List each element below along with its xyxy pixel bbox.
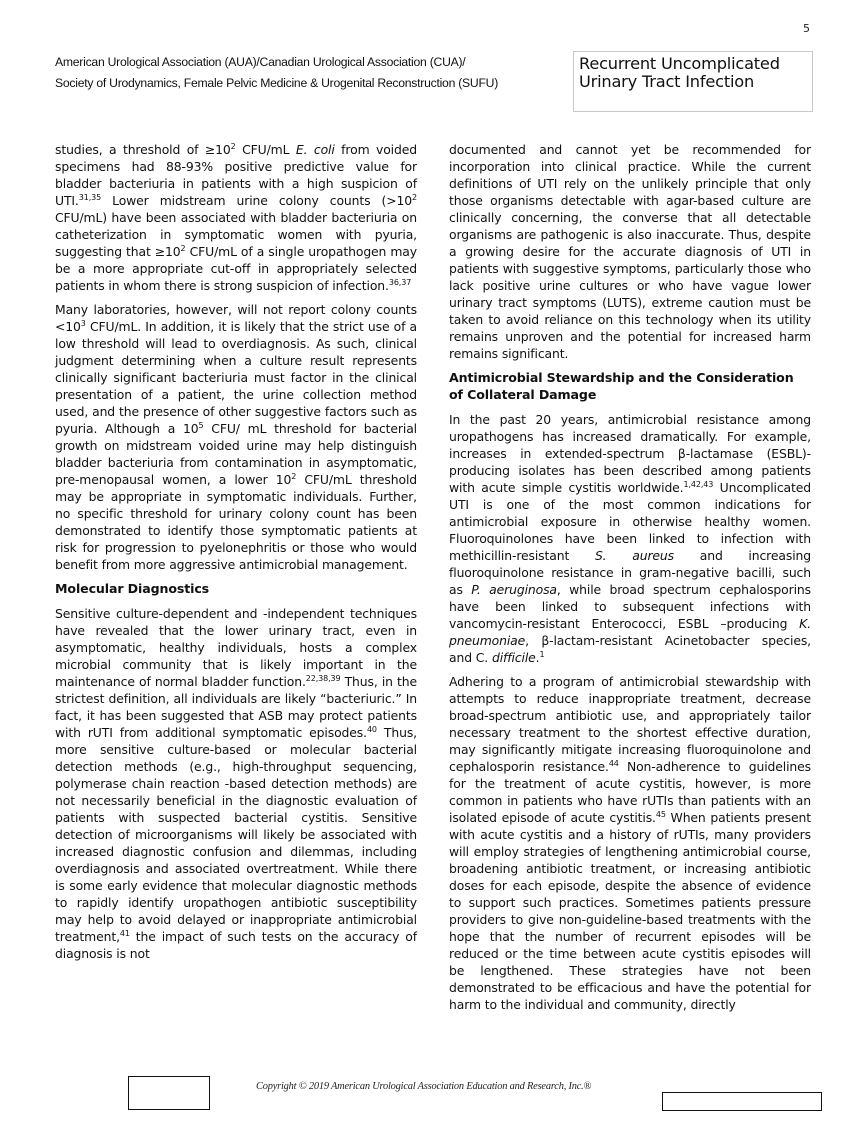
title-line-2: Urinary Tract Infection <box>579 72 755 91</box>
footer-box-left <box>128 1076 210 1110</box>
citation: 40 <box>366 725 377 734</box>
right-column <box>449 141 811 1020</box>
paragraph-laboratories: Many laboratories, however, will not report colony counts $<10^3$ CFU/mL. In addition, it is likely that the strict use of a low threshold will lead to overdiagnosis. As such, clinical judgment determining when a culture result represents clinically significant bacteriuria must factor in the clinical presentation of a patient, the urine collection method used, and the presence of other suggestive factors such as pyuria. Although a $10^5$ CFU/ mL threshold for bacterial growth on midstream voided urine may help distinguish bladder bacteriuria from contamination in asymptomatic, pre-menopausal women, a lower $10^2$ CFU/mL threshold may be appropriate in symptomatic individuals. Further, no specific threshold for urinary colony count has been demonstrated to identify those symptomatic patients at risk for progression to pyelonephritis or those who would benefit from more aggressive antimicrobial management. <box>55 302 418 572</box>
title-line-1: Recurrent Uncomplicated <box>579 54 780 73</box>
org-line-2: Society of Urodynamics, Female Pelvic Medicine & Urogenital Reconstruction (SUFU) <box>55 76 499 90</box>
paragraph-stewardship-program: Adhering to a program of antimicrobial stewardship with attempts to reduce inappropriate treatment, decrease broad-spectrum antibiotic use, and appropriately tailor necessary treatment to the shortest effective duration, may significantly mitigate increasing fluoroquinolone and cephalosporin resistance.$^{44}$ Non-adherence to guidelines for the treatment of acute cystitis, however, is more common in patients who have rUTIs than patients with an isolated episode of acute cystitis.$^{45}$ When patients present with acute cystitis and a history of rUTIs, many providers will employ strategies of lengthening antimicrobial course, broadening antibiotic treatment, or increasing antibiotic doses for each episode, despite the absence of evidence to support such practices. Sometimes patients pressure providers to give non-guideline-based treatments with the hope that the number of recurrent episodes will be reduced or the time between acute cystitis episodes will be lengthened. These strategies have not been demonstrated to be efficacious and have the potential for harm to the individual and community, directly <box>449 674 812 1012</box>
document-title-box <box>573 51 813 112</box>
copyright-notice: Copyright © 2019 American Urological Association Education and Research, Inc.® <box>256 1081 592 1092</box>
citation: 1 <box>539 650 545 659</box>
citation: 44 <box>608 759 619 768</box>
footer-box-right <box>662 1092 822 1111</box>
section-heading-antimicrobial-stewardship: Antimicrobial Stewardship and the Consideration of Collateral Damage <box>449 370 794 402</box>
paragraph-antimicrobial-resistance: In the past 20 years, antimicrobial resistance among uropathogens has increased dramatically. For example, increases in extended-spectrum β-lactamase (ESBL)-producing isolates has been described among patients with acute simple cystitis worldwide.$^{1,42,43}$ Uncomplicated UTI is one of the most common indications for antimicrobial exposure in otherwise healthy women. Fluoroquinolones have been linked to infection with methicillin-resistant S. aureus and increasing fluoroquinolone resistance in gram-negative bacilli, such as P. aeruginosa, while broad spectrum cephalosporins have been linked to subsequent infections with vancomycin-resistant Enterococci, ESBL –producing K. pneumoniae, β-lactam-resistant Acinetobacter species, and C. difficile.$^1$ <box>449 412 811 665</box>
page-number: 5 <box>803 22 810 35</box>
organization-header <box>55 52 498 94</box>
paragraph-molecular-diagnostics: Sensitive culture-dependent and -independent techniques have revealed that the lower urinary tract, even in asymptomatic, healthy individuals, hosts a complex microbial community that is likely important in the maintenance of normal bladder function.$^{22,38,39}$ Thus, in the strictest definition, all individuals are likely “bacteriuric.” In fact, it has been suggested that ASB may protect patients with rUTI from additional symptomatic episodes.$^{40}$ Thus, more sensitive culture-based or molecular bacterial detection methods (e.g., high-throughput sequencing, polymerase chain reaction -based detection methods) are not necessarily beneficial in the diagnostic evaluation of patients with suspected bacterial cystitis. Sensitive detection of microorganisms will likely be associated with increased diagnostic confusion and dilemmas, including overdiagnosis and associated overtreatment. While there is some early evidence that molecular diagnostic methods to rapidly identify uropathogen antibiotic susceptibility may help to avoid delayed or inappropriate antimicrobial treatment,$^{41}$ the impact of such tests on the accuracy of diagnosis is not <box>55 606 418 961</box>
citation: 41 <box>119 929 130 938</box>
citation: 1,42,43 <box>683 480 714 489</box>
section-heading-molecular-diagnostics: Molecular Diagnostics <box>55 581 210 596</box>
left-column <box>55 141 417 969</box>
citation: 45 <box>655 810 666 819</box>
paragraph-threshold-studies: studies, a threshold of $\ge 10^2$ CFU/mL E. coli from voided specimens had 88-93% positive predictive value for bladder bacteriuria in patients with a high suspicion of UTI.$^{31,35}$ Lower midstream urine colony counts ($>10^2$ CFU/mL) have been associated with bladder bacteriuria on catheterization in symptomatic women with pyuria, suggesting that $\ge 10^2$ CFU/mL of a single uropathogen may be a more appropriate cut-off in appropriately selected patients in whom there is strong suspicion of infection.$^{36,37}$ <box>55 142 417 293</box>
org-line-1: American Urological Association (AUA)/Canadian Urological Association (CUA)/ <box>55 55 466 69</box>
paragraph-clinical-practice: documented and cannot yet be recommended for incorporation into clinical practice. While the current definitions of UTI rely on the unlikely principle that only those organisms detectable with agar-based culture are clinically concerning, the converse that all detectable organisms are pathogenic is also inaccurate. Thus, despite a growing desire for the accurate diagnosis of UTI in patients with suggestive symptoms, particularly those who lack positive urine cultures or who have vague lower urinary tract symptoms (LUTS), extreme caution must be taken to avoid reliance on this technology when its utility remains unproven and the potential for increased harm remains significant. <box>449 142 811 361</box>
citation: 31,35 <box>78 193 102 202</box>
citation: 22,38,39 <box>305 674 341 683</box>
citation: 36,37 <box>388 278 412 287</box>
